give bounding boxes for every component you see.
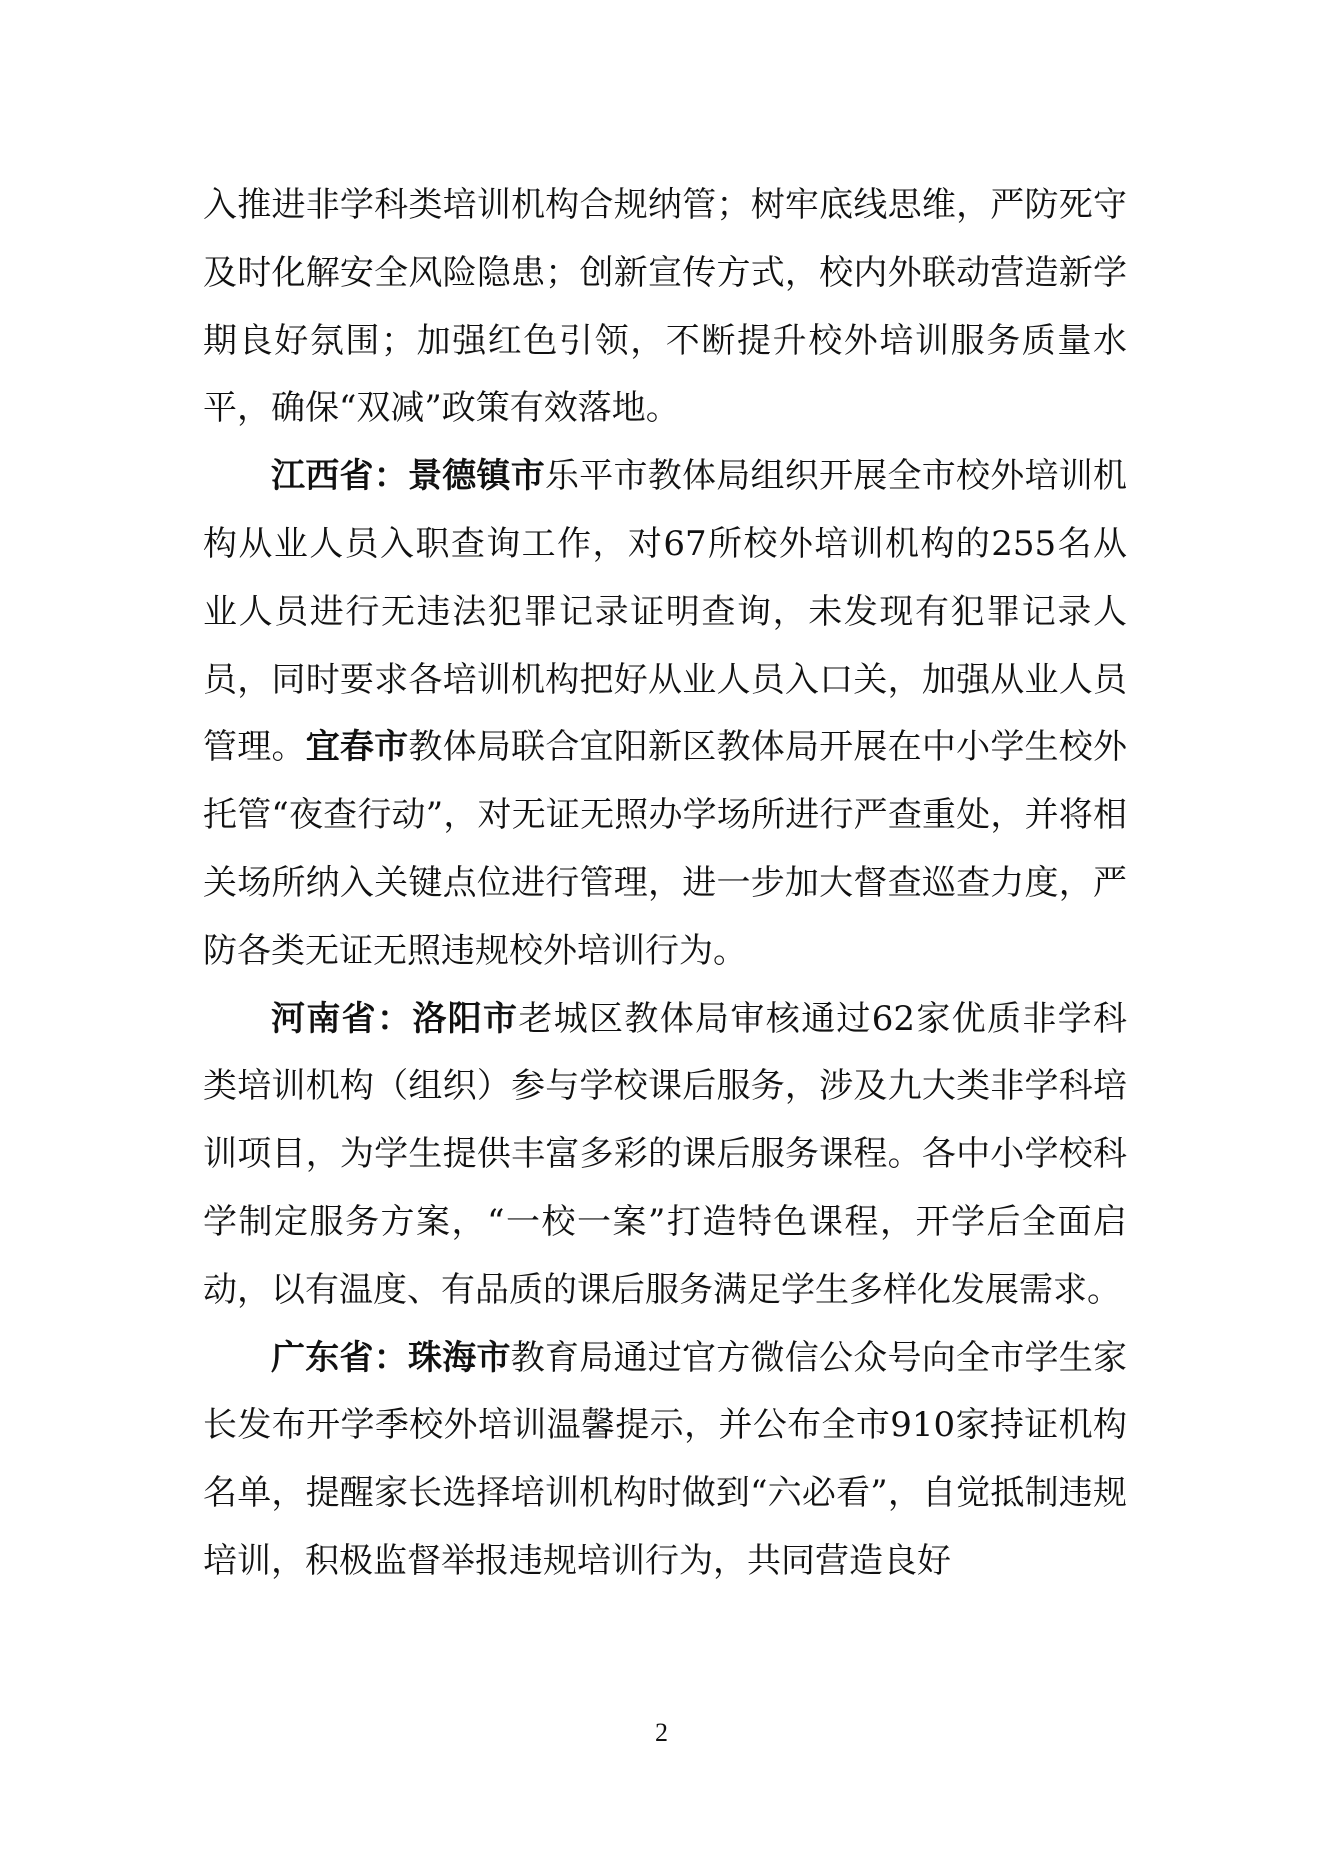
province-label-henan: 河南省： xyxy=(271,998,413,1039)
paragraph-text: 教育局通过官方微信公众号向全市学生家长发布开学季校外培训温馨提示，并公布全市910家持证机构名单，提醒家长选择培训机构时做到“六必看”，自觉抵制违规培训，积极监督举报违规培训行为，共同营造良好 xyxy=(203,1337,1127,1581)
paragraph-henan xyxy=(203,986,1127,1325)
province-label-guangdong: 广东省： xyxy=(271,1337,408,1378)
city-label-luoyang: 洛阳市 xyxy=(412,998,519,1039)
paragraph-intro-text: 入推进非学科类培训机构合规纳管；树牢底线思维，严防死守及时化解安全风险隐患；创新宣传方式，校内外联动营造新学期良好氛围；加强红色引领，不断提升校外培训服务质量水平，确保“双减”政策有效落地。 xyxy=(203,185,1127,429)
paragraph-text: 老城区教体局审核通过62家优质非学科类培训机构（组织）参与学校课后服务，涉及九大类非学科培训项目，为学生提供丰富多彩的课后服务课程。各中小学校科学制定服务方案，“一校一案”打造特色课程，开学后全面启动，以有温度、有品质的课后服务满足学生多样化发展需求。 xyxy=(203,998,1128,1310)
page-number: 2 xyxy=(655,1718,668,1747)
province-label-jiangxi: 江西省： xyxy=(271,456,408,497)
paragraph-guangdong xyxy=(203,1325,1127,1596)
paragraph-text: 教体局联合宜阳新区教体局开展在中小学生校外托管“夜查行动”，对无证无照办学场所进行严查重处，并将相关场所纳入关键点位进行管理，进一步加大督查巡查力度，严防各类无证无照违规校外培训行为。 xyxy=(203,727,1128,971)
city-label-jingdezhen: 景德镇市 xyxy=(408,456,545,497)
city-label-yichun: 宜春市 xyxy=(305,727,409,768)
body-text xyxy=(203,172,1127,1596)
paragraph-intro xyxy=(203,172,1127,443)
city-label-zhuhai: 珠海市 xyxy=(408,1337,511,1378)
paragraph-text: 乐平市教体局组织开展全市校外培训机构从业人员入职查询工作，对67所校外培训机构的255名从业人员进行无违法犯罪记录证明查询，未发现有犯罪记录人员，同时要求各培训机构把好从业人员入口关，加强从业人员管理。 xyxy=(203,456,1127,768)
paragraph-jiangxi xyxy=(203,443,1127,985)
